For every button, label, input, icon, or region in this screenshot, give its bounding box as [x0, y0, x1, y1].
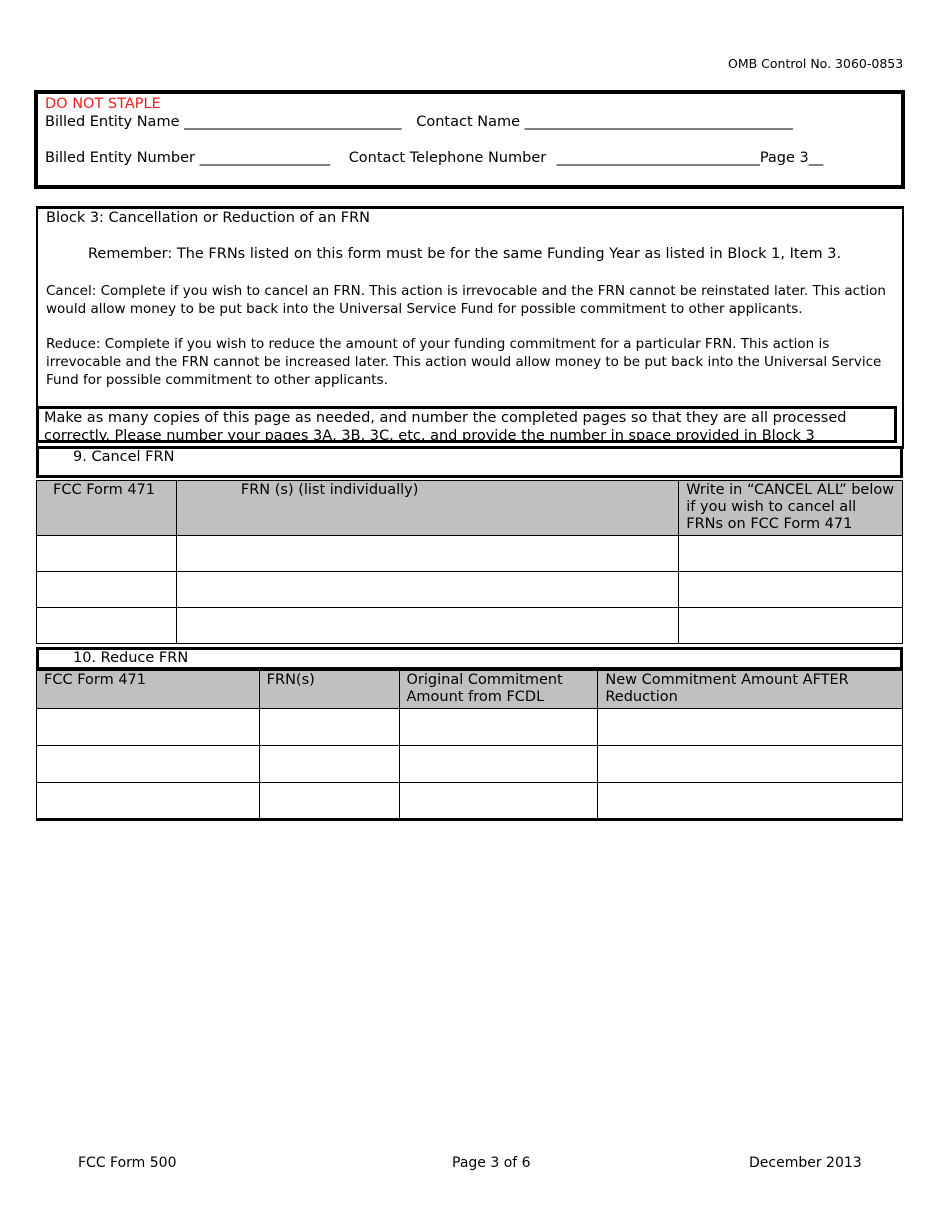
col-frns: FRN(s)	[259, 671, 399, 709]
cell-input[interactable]	[679, 536, 903, 572]
cell-input[interactable]	[259, 709, 399, 746]
table-row	[37, 709, 903, 746]
cell-input[interactable]	[598, 709, 903, 746]
cell-input[interactable]	[176, 572, 678, 608]
col-fcc-form-471: FCC Form 471	[37, 671, 260, 709]
cell-input[interactable]	[679, 572, 903, 608]
cell-input[interactable]	[259, 746, 399, 783]
footer-page-number: Page 3 of 6	[452, 1155, 531, 1171]
billed-entity-number-label: Billed Entity Number __________________	[45, 150, 331, 166]
reduce-instructions: Reduce: Complete if you wish to reduce the amount of your funding commitment for a particular FRN. This action is irrevocable and the FRN cannot be increased later. This action would allow money to be put back into the Universal Service Fund for possible commitment to other applicants.	[46, 336, 882, 388]
col-frn-list: FRN (s) (list individually)	[176, 481, 678, 536]
cancel-frn-table	[36, 480, 903, 644]
table-row	[37, 572, 903, 608]
footer-date: December 2013	[749, 1155, 862, 1171]
section10-header	[36, 647, 903, 670]
section9-header	[36, 446, 903, 478]
header-box	[34, 90, 905, 189]
cell-input[interactable]	[176, 608, 678, 644]
cell-input[interactable]	[598, 746, 903, 783]
do-not-staple-label: DO NOT STAPLE	[45, 96, 161, 112]
billed-entity-number-field[interactable]	[45, 150, 823, 166]
cell-input[interactable]	[37, 572, 177, 608]
reduce-frn-table	[36, 670, 903, 821]
cell-input[interactable]	[399, 746, 598, 783]
section9-title: 9. Cancel FRN	[73, 449, 175, 465]
footer-form-name: FCC Form 500	[78, 1155, 177, 1171]
cell-input[interactable]	[37, 536, 177, 572]
cell-input[interactable]	[598, 783, 903, 820]
section10-title: 10. Reduce FRN	[73, 650, 189, 666]
cell-input[interactable]	[37, 608, 177, 644]
omb-control-number: OMB Control No. 3060-0853	[728, 56, 904, 71]
table-row	[37, 536, 903, 572]
col-new-commitment: New Commitment Amount AFTER Reduction	[598, 671, 903, 709]
cell-input[interactable]	[37, 746, 260, 783]
cell-input[interactable]	[679, 608, 903, 644]
table-row	[37, 783, 903, 820]
cell-input[interactable]	[399, 709, 598, 746]
cell-input[interactable]	[37, 783, 260, 820]
cell-input[interactable]	[37, 709, 260, 746]
billed-entity-name-field[interactable]	[45, 114, 793, 130]
block3-reminder: Remember: The FRNs listed on this form must be for the same Funding Year as listed in Block 1, Item 3.	[88, 246, 842, 262]
table-row	[37, 746, 903, 783]
cancel-instructions: Cancel: Complete if you wish to cancel an FRN. This action is irrevocable and the FRN cannot be reinstated later. This action would allow money to be put back into the Universal Service Fund for possible commitment to other applicants.	[46, 283, 886, 317]
col-cancel-all: Write in “CANCEL ALL” below if you wish to cancel all FRNs on FCC Form 471	[679, 481, 903, 536]
page-number-field: ____________________________Page 3__	[556, 150, 824, 166]
cell-input[interactable]	[176, 536, 678, 572]
contact-name-label: Contact Name _____________________________________	[416, 114, 793, 130]
billed-entity-name-label: Billed Entity Name ______________________________	[45, 114, 402, 130]
contact-phone-label: Contact Telephone Number	[348, 150, 547, 166]
copies-note: Make as many copies of this page as needed, and number the completed pages so that they are all processed correctly. Please number your pages 3A, 3B, 3C, etc. and provide the number in space provided in Block 3	[36, 406, 897, 443]
block3-title: Block 3: Cancellation or Reduction of an FRN	[46, 210, 371, 226]
cell-input[interactable]	[259, 783, 399, 820]
cell-input[interactable]	[399, 783, 598, 820]
col-fcc-form-471: FCC Form 471	[37, 481, 177, 536]
col-original-commitment: Original Commitment Amount from FCDL	[399, 671, 598, 709]
table-row	[37, 608, 903, 644]
